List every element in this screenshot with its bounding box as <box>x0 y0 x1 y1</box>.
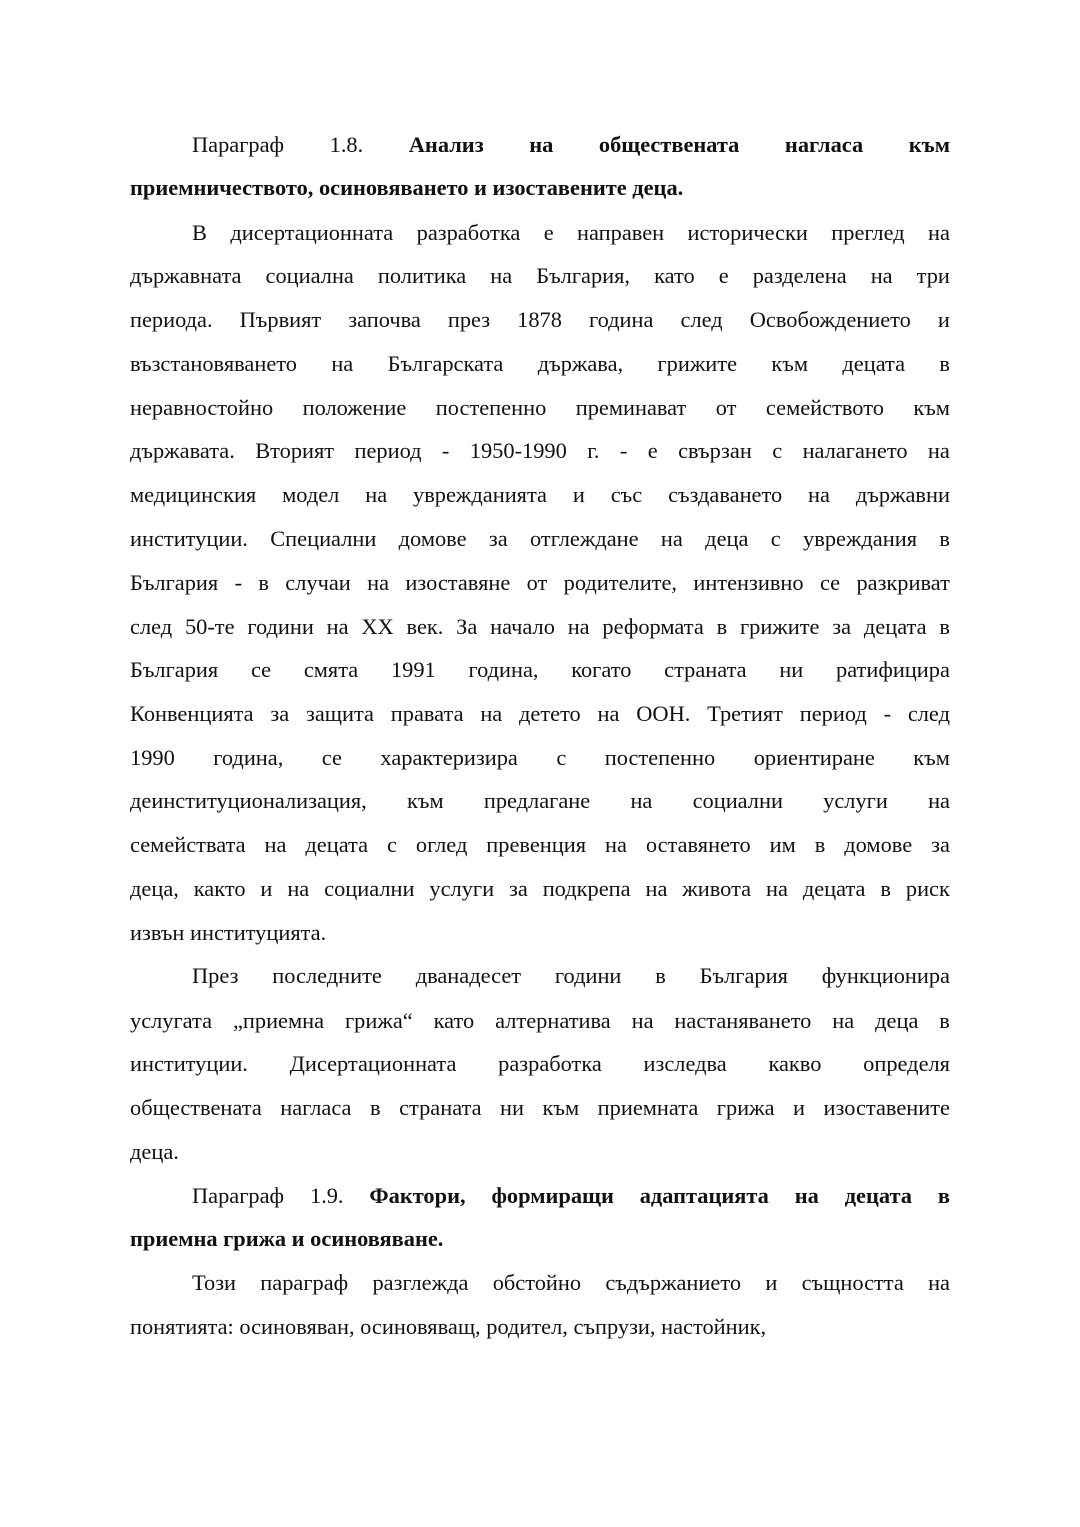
word: грижа <box>716 1095 775 1120</box>
word: България <box>699 963 788 988</box>
body-1-line <box>130 655 950 685</box>
body-1-line <box>130 480 950 510</box>
word: като <box>654 263 695 288</box>
word: ратифицира <box>836 657 950 682</box>
word: разкриват <box>856 570 950 595</box>
word: на <box>365 482 388 507</box>
word: създаването <box>668 482 783 507</box>
word: какво <box>768 1051 822 1076</box>
word: на <box>480 701 503 726</box>
word: Вторият <box>255 438 335 463</box>
word: на <box>660 526 683 551</box>
word: налагането <box>802 438 908 463</box>
word: услуги <box>823 788 888 813</box>
word: превенция <box>486 832 587 857</box>
word: Освобождението <box>749 307 911 332</box>
word: след <box>130 614 173 639</box>
word: след <box>680 307 723 332</box>
word: три <box>916 263 950 288</box>
word: нагласа <box>784 132 864 157</box>
word: родител, <box>486 1314 568 1339</box>
word: постепенно <box>604 745 716 770</box>
word: на <box>597 701 620 726</box>
word: определя <box>863 1051 950 1076</box>
word: деца <box>705 526 749 551</box>
word: изоставяне <box>405 570 511 595</box>
word: 1.8. <box>329 132 364 157</box>
word: - <box>619 438 628 463</box>
word: ориентиране <box>753 745 875 770</box>
word: на <box>808 482 830 507</box>
word: на <box>928 220 950 245</box>
word: им <box>769 832 796 857</box>
word: със <box>610 482 643 507</box>
word: приемна грижа и осиновяване. <box>130 1226 444 1251</box>
word: услугата <box>130 1008 213 1033</box>
word: преминават <box>575 395 687 420</box>
body-2-line <box>130 1093 950 1123</box>
body-2-line <box>192 961 950 991</box>
word: разделена <box>752 263 847 288</box>
word: направен <box>577 220 665 245</box>
body-1-line <box>130 393 950 423</box>
word: начало <box>490 614 555 639</box>
body-1-line <box>130 874 950 904</box>
word: обществената <box>130 1095 262 1120</box>
word: държава, <box>537 351 624 376</box>
word: медицинския <box>130 482 257 507</box>
word: Специални <box>270 526 377 551</box>
word: формиращи <box>491 1183 614 1208</box>
word: дисертационната <box>230 220 394 245</box>
word: За <box>456 614 478 639</box>
word: се <box>250 657 272 682</box>
word: услуги <box>429 876 495 901</box>
word: - <box>441 438 450 463</box>
word: социална <box>265 263 354 288</box>
word: институции. <box>130 526 248 551</box>
word: в <box>370 1095 381 1120</box>
word: характеризира <box>380 745 518 770</box>
heading-1-9-line <box>192 1181 950 1211</box>
word: случаи <box>285 570 351 595</box>
word: 50-те <box>184 614 235 639</box>
word: период <box>799 701 867 726</box>
word: когато <box>571 657 632 682</box>
word: страната <box>664 657 747 682</box>
word: правата <box>390 701 464 726</box>
word: 1.9. <box>309 1183 344 1208</box>
word: разработка <box>416 220 521 245</box>
word: на <box>287 876 310 901</box>
word: за <box>931 832 950 857</box>
word: за <box>270 701 290 726</box>
word: детето <box>519 701 581 726</box>
heading-1-9-line <box>130 1224 950 1254</box>
word: на <box>870 263 893 288</box>
word: на <box>832 1008 855 1033</box>
word: г. <box>587 438 600 463</box>
word: години <box>247 614 314 639</box>
word: в <box>655 963 666 988</box>
word: възстановяването <box>130 351 297 376</box>
body-1-line <box>192 218 950 248</box>
word: и <box>572 482 585 507</box>
word: и <box>937 307 950 332</box>
body-1-line <box>130 568 950 598</box>
word: в <box>939 351 950 376</box>
word: нагласа <box>280 1095 352 1120</box>
word: 1991 <box>390 657 436 682</box>
word: увреждания <box>803 526 918 551</box>
word: „приемна <box>232 1008 325 1033</box>
word: на <box>631 1008 654 1033</box>
word: Третият <box>707 701 783 726</box>
word: на <box>529 132 554 157</box>
word: неравностойно <box>130 395 274 420</box>
word: България <box>130 657 219 682</box>
word: година, <box>213 745 284 770</box>
word: оставянето <box>645 832 751 857</box>
word: в <box>939 526 950 551</box>
word: периода. <box>130 307 213 332</box>
word: деца, <box>130 876 179 901</box>
word: последните <box>272 963 382 988</box>
word: грижа“ <box>345 1008 413 1033</box>
word: 1950-1990 <box>469 438 567 463</box>
body-3-line <box>130 1312 950 1342</box>
word: към <box>908 132 950 157</box>
word: предлагане <box>483 788 591 813</box>
word: Този <box>192 1270 237 1295</box>
word: Конвенцията <box>130 701 254 726</box>
word: оглед <box>415 832 468 857</box>
word: към <box>913 395 950 420</box>
word: за <box>832 614 852 639</box>
word: модел <box>282 482 340 507</box>
word: се <box>819 570 841 595</box>
word: домове <box>844 832 913 857</box>
word: както <box>193 876 246 901</box>
word: в <box>939 614 950 639</box>
word: съдържанието <box>605 1270 742 1295</box>
word: преглед <box>831 220 905 245</box>
word: на <box>630 788 653 813</box>
body-1-line <box>130 830 950 860</box>
word: интензивно <box>693 570 804 595</box>
word: на <box>604 832 627 857</box>
word: постепенно <box>435 395 547 420</box>
word: към <box>771 351 809 376</box>
word: През <box>192 963 239 988</box>
body-1-line <box>130 261 950 291</box>
word: исторически <box>687 220 808 245</box>
word: ООН. <box>636 701 691 726</box>
word: на <box>765 876 788 901</box>
word: Фактори, <box>369 1183 466 1208</box>
word: е <box>647 438 658 463</box>
word: алтернатива <box>495 1008 611 1033</box>
word: функционира <box>821 963 950 988</box>
word: деца <box>875 1008 919 1033</box>
word: и <box>260 876 273 901</box>
word: в <box>716 614 728 639</box>
word: към <box>406 788 444 813</box>
word: през <box>447 307 491 332</box>
word: положение <box>302 395 407 420</box>
word: с <box>770 526 781 551</box>
heading-1-8-line <box>192 130 950 160</box>
word: страната <box>399 1095 482 1120</box>
word: политика <box>377 263 467 288</box>
word: децата <box>305 832 369 857</box>
word: в <box>258 570 269 595</box>
body-2-line <box>130 1137 950 1167</box>
word: XX <box>361 614 394 639</box>
word: в <box>880 876 891 901</box>
body-1-line <box>130 743 950 773</box>
word: дванадесет <box>415 963 522 988</box>
word: отглеждане <box>530 526 639 551</box>
word: след <box>907 701 950 726</box>
word: същността <box>801 1270 904 1295</box>
word: - <box>234 570 243 595</box>
word: - <box>883 701 892 726</box>
word: семейството <box>765 395 884 420</box>
word: се <box>321 745 342 770</box>
word: на <box>567 614 590 639</box>
body-2-line <box>130 1006 950 1036</box>
word: като <box>433 1008 475 1033</box>
word: риск <box>905 876 950 901</box>
word: в <box>939 1008 950 1033</box>
word: на <box>928 1270 950 1295</box>
word: приемната <box>597 1095 699 1120</box>
word: ни <box>779 657 804 682</box>
word: на <box>326 614 349 639</box>
word: обстойно <box>492 1270 582 1295</box>
word: от <box>715 395 737 420</box>
word: ни <box>500 1095 525 1120</box>
word: подкрепа <box>542 876 631 901</box>
word: институцията. <box>190 920 327 945</box>
word: деинституционализация, <box>130 788 367 813</box>
word: осиновяван, <box>239 1314 355 1339</box>
word: институции. <box>130 1051 248 1076</box>
word: 1990 <box>130 745 175 770</box>
word: в <box>814 832 826 857</box>
word: изоставените <box>823 1095 950 1120</box>
word: държавната <box>130 263 242 288</box>
word: в <box>937 1183 950 1208</box>
word: смята <box>303 657 359 682</box>
word: Параграф <box>192 132 285 157</box>
word: Първият <box>239 307 322 332</box>
word: съпрузи, <box>573 1314 656 1339</box>
word: грижите <box>657 351 738 376</box>
word: години <box>554 963 622 988</box>
word: от <box>526 570 548 595</box>
word: и <box>765 1270 778 1295</box>
body-1-line <box>130 436 950 466</box>
body-1-line <box>130 305 950 335</box>
word: е <box>543 220 554 245</box>
body-1-line <box>130 918 950 948</box>
word: Параграф <box>192 1183 285 1208</box>
word: за <box>488 526 508 551</box>
word: и <box>793 1095 806 1120</box>
word: започва <box>348 307 421 332</box>
word: 1878 <box>517 307 562 332</box>
word: България, <box>536 263 631 288</box>
word: Анализ <box>408 132 484 157</box>
body-1-line <box>130 349 950 379</box>
word: година, <box>468 657 539 682</box>
word: грижите <box>739 614 820 639</box>
word: живота <box>682 876 752 901</box>
body-1-line <box>130 699 950 729</box>
word: домове <box>398 526 467 551</box>
word: разработка <box>498 1051 602 1076</box>
word: децата <box>802 876 866 901</box>
word: Българската <box>387 351 504 376</box>
word: родителите, <box>563 570 677 595</box>
word: на <box>794 1183 819 1208</box>
word: на <box>331 351 354 376</box>
word: приемничеството, осиновяването и изоставените деца. <box>130 175 684 200</box>
body-1-line <box>130 786 950 816</box>
word: с <box>556 745 567 770</box>
word: изследва <box>643 1051 727 1076</box>
body-2-line <box>130 1049 950 1079</box>
word: децата <box>863 614 927 639</box>
word: адаптацията <box>639 1183 769 1208</box>
word: на <box>264 832 287 857</box>
word: разглежда <box>372 1270 469 1295</box>
word: държавата. <box>130 438 235 463</box>
word: е <box>718 263 729 288</box>
word: реформата <box>602 614 704 639</box>
word: България <box>130 570 219 595</box>
word: извън <box>130 920 185 945</box>
word: социални <box>324 876 415 901</box>
word: защита <box>305 701 374 726</box>
word: социални <box>692 788 783 813</box>
word: държавни <box>855 482 950 507</box>
body-3-line <box>192 1268 950 1298</box>
word: деца. <box>130 1139 179 1164</box>
word: Дисертационната <box>289 1051 457 1076</box>
word: параграф <box>260 1270 349 1295</box>
word: на <box>927 438 950 463</box>
word: В <box>192 220 207 245</box>
word: децата <box>842 351 906 376</box>
word: година <box>588 307 654 332</box>
word: към <box>542 1095 580 1120</box>
word: понятията: <box>130 1314 234 1339</box>
word: осиновяващ, <box>360 1314 481 1339</box>
word: за <box>509 876 528 901</box>
word: на <box>490 263 513 288</box>
body-1-line <box>130 612 950 642</box>
word: на <box>928 788 950 813</box>
word: настойник, <box>661 1314 767 1339</box>
word: уврежданията <box>413 482 547 507</box>
heading-1-8-line <box>130 173 950 203</box>
word: свързан <box>678 438 752 463</box>
word: век. <box>406 614 444 639</box>
word: децата <box>844 1183 912 1208</box>
word: към <box>913 745 950 770</box>
word: с <box>387 832 397 857</box>
word: с <box>772 438 783 463</box>
word: период <box>354 438 422 463</box>
word: семействата <box>130 832 246 857</box>
word: на <box>645 876 668 901</box>
word: настаняването <box>674 1008 812 1033</box>
word: обществената <box>598 132 740 157</box>
word: на <box>367 570 390 595</box>
body-1-line <box>130 524 950 554</box>
